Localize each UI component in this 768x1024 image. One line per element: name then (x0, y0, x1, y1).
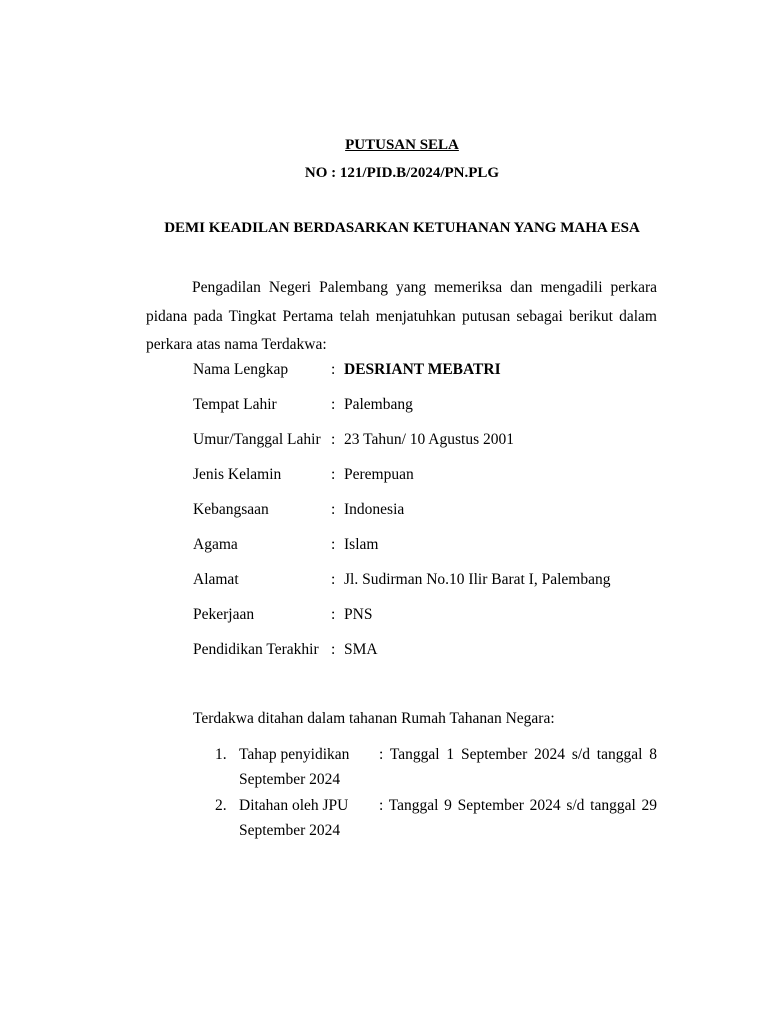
field-label: Tempat Lahir (193, 396, 277, 413)
field-separator: : (331, 431, 336, 448)
detention-period-continuation: September 2024 (239, 771, 341, 788)
field-separator: : (331, 641, 336, 658)
field-value: Jl. Sudirman No.10 Ilir Barat I, Palembang (344, 571, 611, 588)
field-value: Perempuan (344, 466, 414, 483)
field-value: 23 Tahun/ 10 Agustus 2001 (344, 431, 515, 448)
field-value: Indonesia (344, 501, 405, 518)
detention-stage-label: Tahap penyidikan (239, 746, 350, 763)
list-number: 1. (215, 746, 227, 763)
field-value: DESRIANT MEBATRI (344, 361, 501, 378)
field-value: Islam (344, 536, 379, 553)
field-separator: : (331, 501, 336, 518)
field-separator: : (331, 571, 336, 588)
field-label: Alamat (193, 571, 239, 588)
case-number: NO : 121/PID.B/2024/PN.PLG (304, 165, 500, 181)
intro-paragraph: Pengadilan Negeri Palembang yang memeriksa dan mengadili perkara pidana pada Tingkat Pertama telah menjatuhkan putusan sebagai berikut dalam perkara atas nama Terdakwa: (146, 279, 657, 353)
field-separator: : (331, 361, 336, 378)
field-value: SMA (344, 641, 378, 658)
field-separator: : (331, 396, 336, 413)
field-separator: : (331, 466, 336, 483)
field-label: Kebangsaan (193, 501, 269, 518)
field-label: Pekerjaan (193, 606, 255, 623)
detention-intro: Terdakwa ditahan dalam tahanan Rumah Tahanan Negara: (193, 710, 555, 727)
field-value: PNS (344, 606, 373, 623)
court-motto: DEMI KEADILAN BERDASARKAN KETUHANAN YANG MAHA ESA (164, 220, 640, 236)
field-value: Palembang (344, 396, 413, 413)
document-title: PUTUSAN SELA (345, 137, 459, 153)
detention-period-continuation: September 2024 (239, 822, 341, 839)
field-label: Umur/Tanggal Lahir (193, 431, 321, 448)
field-label: Agama (193, 536, 238, 553)
field-label: Pendidikan Terakhir (193, 641, 319, 658)
detention-period: : Tanggal 9 September 2024 s/d tanggal 29 (379, 797, 657, 814)
field-separator: : (331, 606, 336, 623)
field-separator: : (331, 536, 336, 553)
field-label: Jenis Kelamin (193, 466, 282, 483)
field-label: Nama Lengkap (193, 361, 289, 378)
list-number: 2. (215, 797, 227, 814)
detention-period: : Tanggal 1 September 2024 s/d tanggal 8 (379, 746, 657, 763)
detention-stage-label: Ditahan oleh JPU (239, 797, 349, 814)
